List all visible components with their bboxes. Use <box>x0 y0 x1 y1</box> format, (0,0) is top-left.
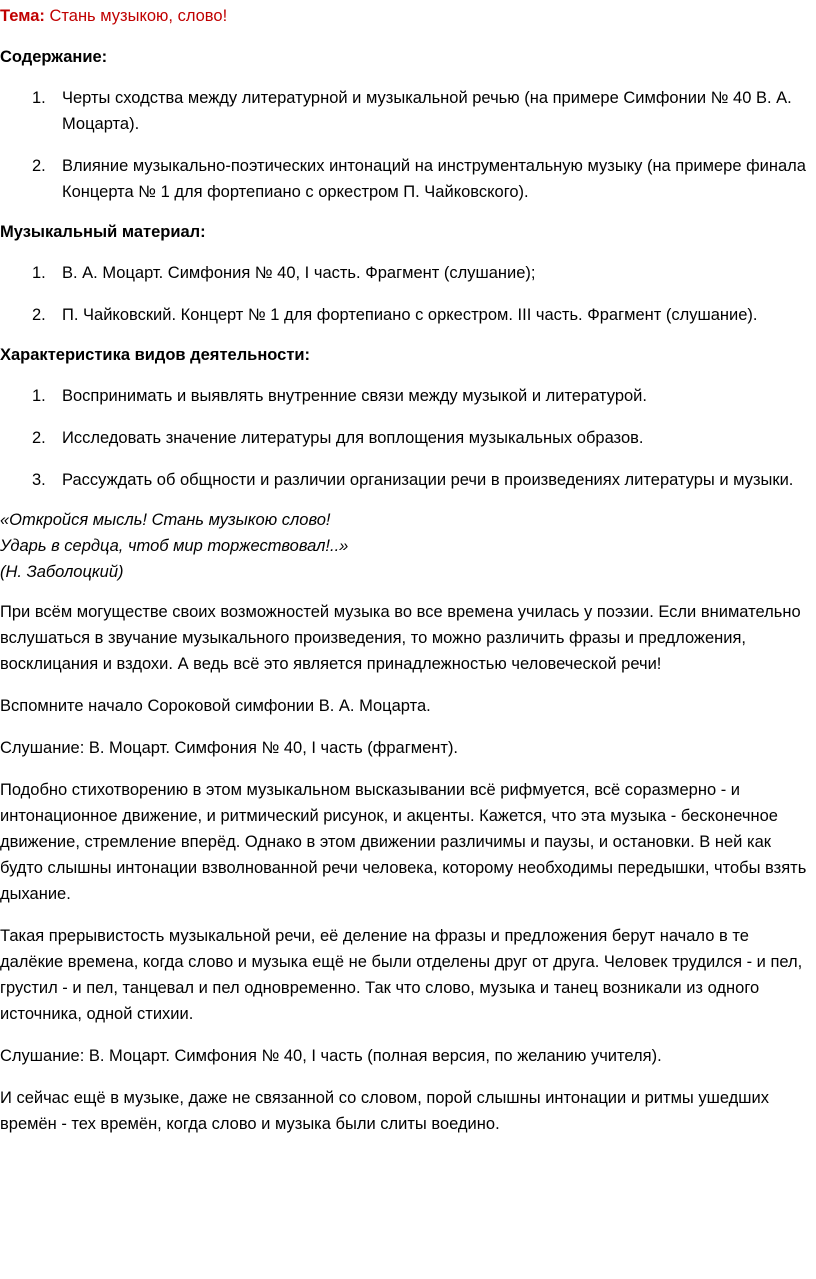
paragraph: Такая прерывистость музыкальной речи, её деление на фразы и предложения берут начало в те далёкие времена, когда слово и музыка ещё не были отделены друг от друга. Человек трудился - и пел, грустил - и пел, танцевал и пел одновременно. Так что слово, музыка и танец возникали из одного источника, одной стихии. <box>0 927 803 1023</box>
topic-label: Тема: <box>0 7 45 25</box>
list-item-text: Исследовать значение литературы для воплощения музыкальных образов. <box>62 429 644 447</box>
list-item <box>32 383 816 409</box>
material-list <box>0 260 816 328</box>
paragraph: Слушание: В. Моцарт. Симфония № 40, I часть (полная версия, по желанию учителя). <box>0 1047 662 1065</box>
paragraph: Слушание: В. Моцарт. Симфония № 40, I часть (фрагмент). <box>0 739 459 757</box>
activities-heading: Характеристика видов деятельности: <box>0 346 311 364</box>
list-number: 1. <box>32 264 46 282</box>
list-item <box>32 85 816 137</box>
list-item-text: Рассуждать об общности и различии организации речи в произведениях литературы и музыки. <box>62 471 794 489</box>
epigraph-quote <box>0 507 816 585</box>
list-number: 2. <box>32 157 46 175</box>
activities-list <box>0 383 816 493</box>
topic-line <box>0 3 816 29</box>
list-item <box>32 425 816 451</box>
list-number: 1. <box>32 387 46 405</box>
list-item <box>32 260 816 286</box>
list-item <box>32 467 816 493</box>
paragraph: Вспомните начало Сороковой симфонии В. А. Моцарта. <box>0 697 431 715</box>
list-item-text: Воспринимать и выявлять внутренние связи между музыкой и литературой. <box>62 387 647 405</box>
list-number: 3. <box>32 471 46 489</box>
list-number: 1. <box>32 89 46 107</box>
list-item-text: Черты сходства между литературной и музыкальной речью (на примере Симфонии № 40 В. А. Моцарта). <box>62 89 792 133</box>
list-number: 2. <box>32 429 46 447</box>
list-item <box>32 302 816 328</box>
paragraph: Подобно стихотворению в этом музыкальном высказывании всё рифмуется, всё соразмерно - и интонационное движение, и ритмический рисунок, и акценты. Кажется, что эта музыка - бесконечное движение, стремление вперёд. Однако в этом движении различимы и паузы, и остановки. В ней как будто слышны интонации взволнованной речи человека, которому необходимы передышки, чтобы взять дыхание. <box>0 781 807 903</box>
list-item-text: В. А. Моцарт. Симфония № 40, I часть. Фрагмент (слушание); <box>62 264 536 282</box>
content-list <box>0 85 816 205</box>
list-item-text: П. Чайковский. Концерт № 1 для фортепиано с оркестром. III часть. Фрагмент (слушание). <box>62 306 758 324</box>
paragraph: И сейчас ещё в музыке, даже не связанной со словом, порой слышны интонации и ритмы ушедших времён - тех времён, когда слово и музыка были слиты воедино. <box>0 1089 769 1133</box>
list-number: 2. <box>32 306 46 324</box>
material-heading: Музыкальный материал: <box>0 223 206 241</box>
quote-line: «Откройся мысль! Стань музыкою слово! <box>0 511 331 529</box>
list-item <box>32 153 816 205</box>
list-item-text: Влияние музыкально-поэтических интонаций на инструментальную музыку (на примере финала Концерта № 1 для фортепиано с оркестром П. Чайковского). <box>62 157 806 201</box>
paragraph: При всём могуществе своих возможностей музыка во все времена училась у поэзии. Если внимательно вслушаться в звучание музыкального произведения, то можно различить фразы и предложения, восклицания и вздохи. А ведь всё это является принадлежностью человеческой речи! <box>0 603 801 673</box>
quote-author: (Н. Заболоцкий) <box>0 563 124 581</box>
content-heading: Содержание: <box>0 48 108 66</box>
quote-line: Ударь в сердца, чтоб мир торжествовал!..» <box>0 537 349 555</box>
topic-title: Стань музыкою, слово! <box>49 7 228 25</box>
